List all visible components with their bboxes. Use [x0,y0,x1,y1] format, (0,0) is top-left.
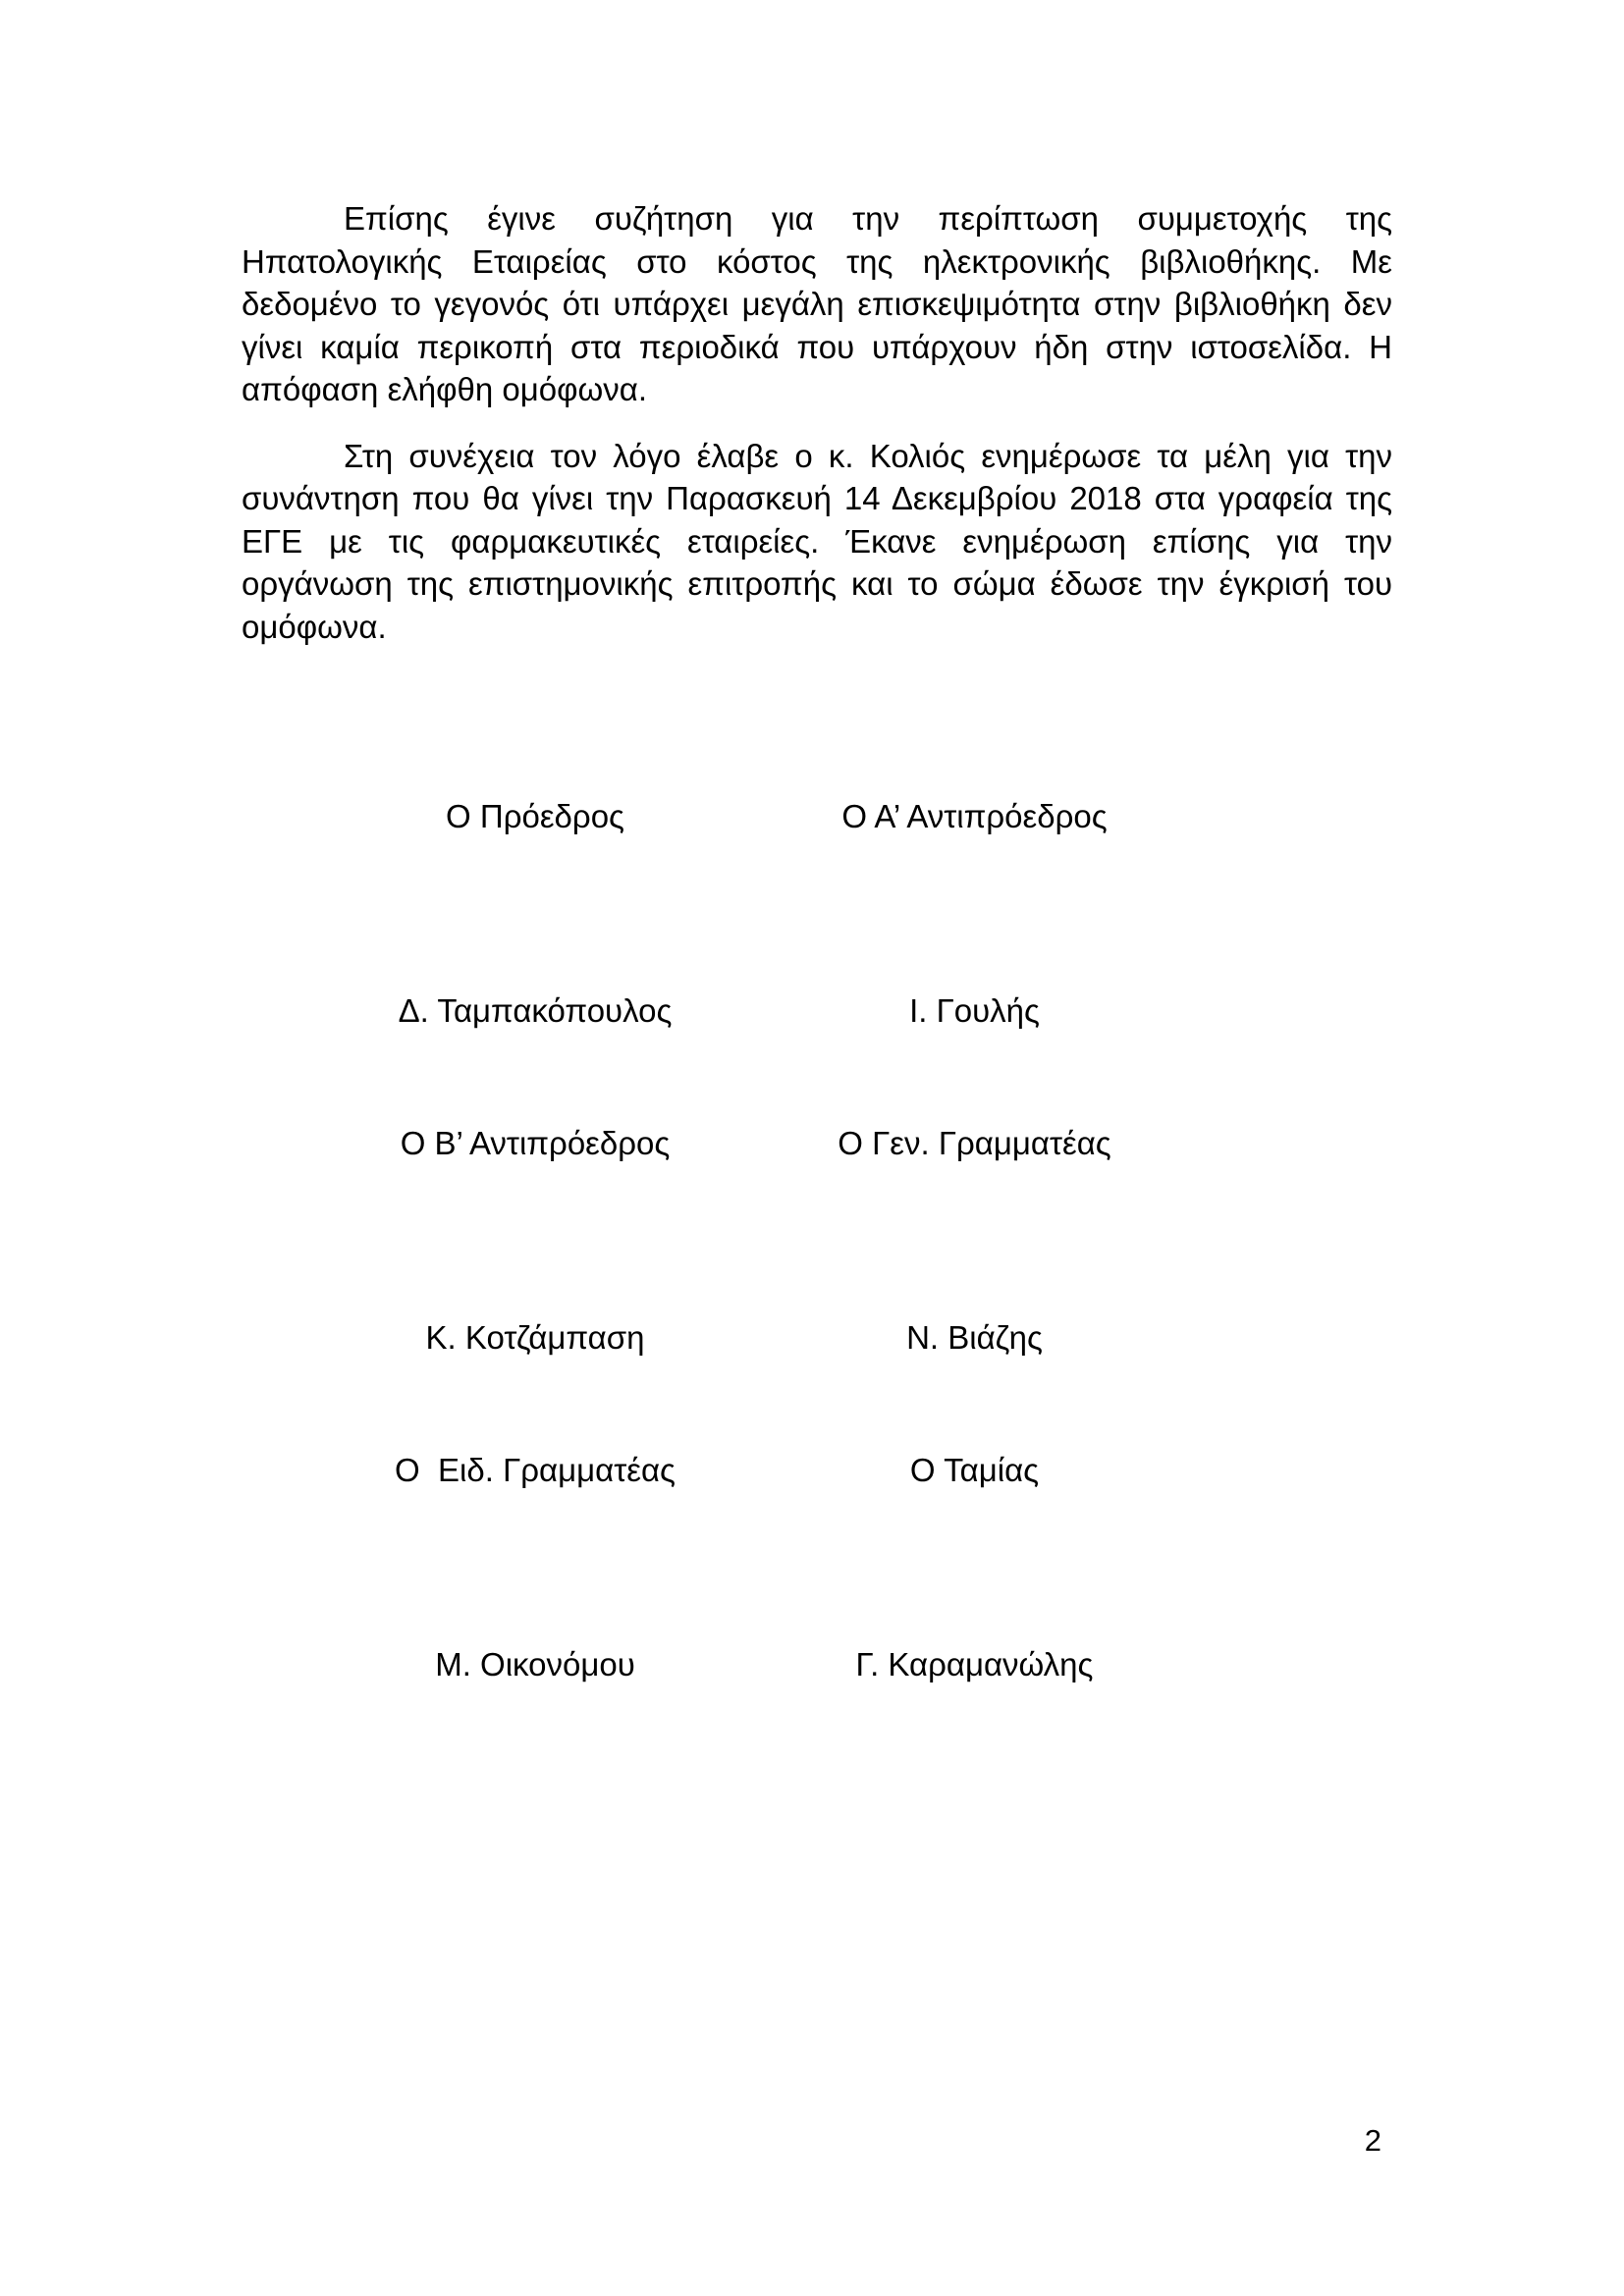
text-line: ΕΓΕ με τις φαρμακευτικές εταιρείες. Έκανε ενημέρωση επίσης για την [242,522,1392,560]
paragraph-library-cost [242,197,1392,411]
text-line: δεδομένο το γεγονός ότι υπάρχει μεγάλη επισκεψιμότητα στην βιβλιοθήκη δεν [242,286,1392,322]
signature-title-treasurer: Ο Ταμίας [909,1452,1040,1488]
signature-title-b-vice-president: Ο Β’ Αντιπρόεδρος [400,1125,671,1161]
minutes-body-text [242,197,1392,671]
text-line: οργάνωση της επιστημονικής επιτροπής και το σώμα έδωσε την έγκρισή του [242,565,1392,602]
signature-title-gen-secretary: Ο Γεν. Γραμματέας [838,1125,1111,1161]
signature-title-special-secretary: Ο Ειδ. Γραμματέας [395,1452,676,1488]
signature-name-viazis: Ν. Βιάζης [906,1319,1043,1356]
text-line: γίνει καμία περικοπή στα περιοδικά που υπάρχουν ήδη στην ιστοσελίδα. Η [242,328,1392,365]
signature-title-president: Ο Πρόεδρος [446,798,624,834]
signature-name-karamanolis: Γ. Καραμανώλης [855,1646,1094,1682]
text-line: Ηπατολογικής Εταιρείας στο κόστος της ηλεκτρονικής βιβλιοθήκης. Με [242,242,1392,280]
paragraph-kolios-update [242,435,1392,649]
text-line: ομόφωνα. [242,608,387,645]
text-line: Επίσης έγινε συζήτηση για την περίπτωση συμμετοχής της [344,200,1392,237]
signature-title-a-vice-president: Ο Α’ Αντιπρόεδρος [841,798,1108,834]
signature-name-oikonomou: Μ. Οικονόμου [435,1646,635,1682]
text-line: Στη συνέχεια τον λόγο έλαβε ο κ. Κολιός ενημέρωσε τα μέλη για την [344,437,1392,474]
signature-name-goulis: Ι. Γουλής [909,992,1040,1029]
signature-name-tampakopoulos: Δ. Ταμπακόπουλος [398,992,673,1029]
text-line: συνάντηση που θα γίνει την Παρασκευή 14 Δεκεμβρίου 2018 στα γραφεία της [242,480,1392,516]
page-number: 2 [1364,2123,1381,2158]
signature-name-kotzampasi: Κ. Κοτζάμπαση [425,1319,645,1356]
text-line: απόφαση ελήφθη ομόφωνα. [242,371,648,407]
